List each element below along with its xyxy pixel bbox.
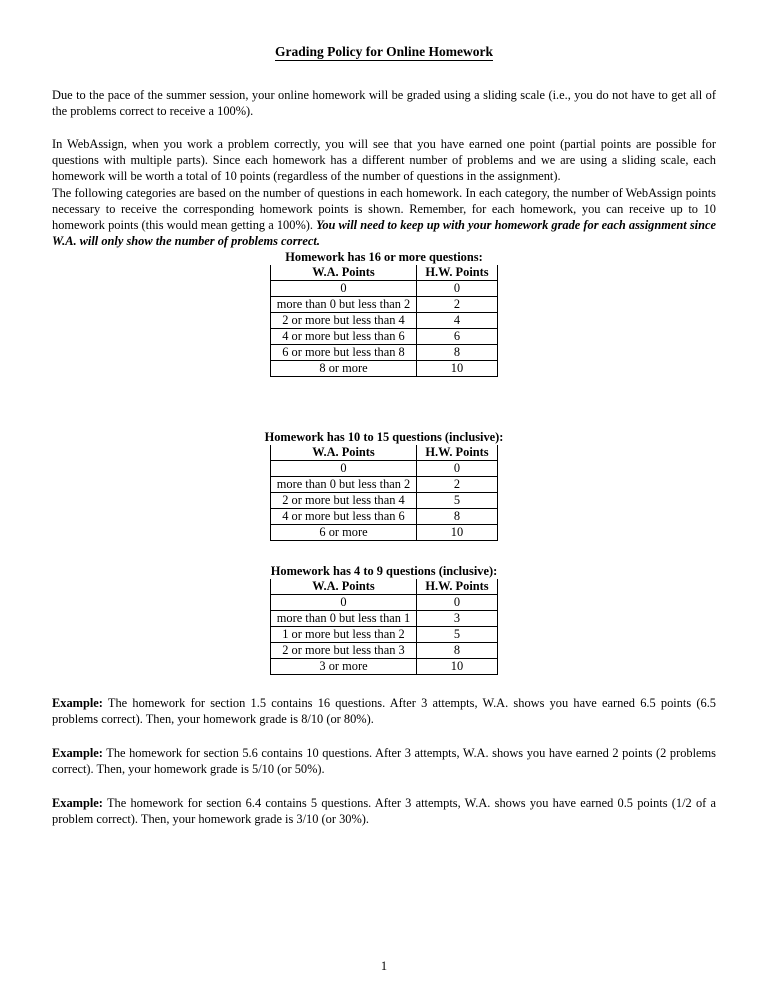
table-row: 2 or more but less than 4 4 bbox=[271, 313, 498, 329]
table-caption: Homework has 4 to 9 questions (inclusive): bbox=[270, 564, 498, 578]
table-row: 4 or more but less than 6 8 bbox=[271, 509, 498, 525]
column-header: H.W. Points bbox=[425, 579, 489, 593]
page-number: 1 bbox=[380, 959, 388, 973]
table-row: 2 or more but less than 4 5 bbox=[271, 493, 498, 509]
intro-paragraph: Due to the pace of the summer session, your online homework will be graded using a sliding scale (i.e., you do not have to get all of the problems correct to receive a 100%). bbox=[52, 88, 716, 118]
webassign-paragraph: In WebAssign, when you work a problem correctly, you will see that you have earned one point (partial points are possible for questions with multiple parts). Since each homework has a different number of problems and we are using a sliding scale, each homework will be worth a total of 10 points (regardless of the number of questions in the assignment). bbox=[52, 137, 716, 183]
example-paragraph: Example: The homework for section 6.4 contains 5 questions. After 3 attempts, W.A. shows you have earned 0.5 points (1/2 of a problem correct). Then, your homework grade is 3/10 (or 30%). bbox=[52, 796, 716, 826]
table-row: 0 0 bbox=[271, 461, 498, 477]
grading-table bbox=[270, 579, 498, 675]
table-caption: Homework has 16 or more questions: bbox=[285, 250, 483, 264]
column-header: W.A. Points bbox=[271, 265, 417, 281]
table-row: more than 0 but less than 1 3 bbox=[271, 611, 498, 627]
grading-table-block-2 bbox=[52, 429, 716, 541]
emphasis-note: You will need to keep up with your homework grade for each assignment since W.A. will only show the number of problems correct. bbox=[52, 218, 716, 248]
example-paragraph: Example: The homework for section 1.5 contains 16 questions. After 3 attempts, W.A. shows you have earned 6.5 points (6.5 problems correct). Then, your homework grade is 8/10 (or 80%). bbox=[52, 696, 717, 726]
example-label: Example: bbox=[52, 796, 103, 810]
table-row: 8 or more 10 bbox=[271, 361, 498, 377]
table-row: more than 0 but less than 2 2 bbox=[271, 297, 498, 313]
example-label: Example: bbox=[52, 696, 103, 710]
table-row: 4 or more but less than 6 6 bbox=[271, 329, 498, 345]
column-header: W.A. Points bbox=[271, 445, 417, 461]
table-row: 1 or more but less than 2 5 bbox=[271, 627, 498, 643]
grading-table-block-1 bbox=[52, 249, 716, 377]
table-row: 2 or more but less than 3 8 bbox=[271, 643, 498, 659]
table-row: 0 0 bbox=[271, 281, 498, 297]
column-header: W.A. Points bbox=[271, 579, 417, 595]
table-row: 3 or more 10 bbox=[271, 659, 498, 675]
example-label: Example: bbox=[52, 746, 103, 760]
categories-paragraph: The following categories are based on the number of questions in each homework. In each category, the number of WebAssign points necessary to receive the corresponding homework points is shown. Remember, for each homework, you can receive up to 10 homework points (this would mean getting a 100%). You will need to keep up with your homework grade for each assignment since W.A. will only show the number of problems correct. bbox=[52, 186, 716, 248]
grading-table bbox=[270, 265, 498, 377]
grading-table bbox=[270, 445, 498, 541]
table-row: 0 0 bbox=[271, 595, 498, 611]
table-caption: Homework has 10 to 15 questions (inclusive): bbox=[264, 430, 504, 444]
example-paragraph: Example: The homework for section 5.6 contains 10 questions. After 3 attempts, W.A. shows you have earned 2 points (2 problems correct). Then, your homework grade is 5/10 (or 50%). bbox=[52, 746, 716, 776]
table-row: 6 or more but less than 8 8 bbox=[271, 345, 498, 361]
table-row: 6 or more 10 bbox=[271, 525, 498, 541]
page-title: Grading Policy for Online Homework bbox=[275, 44, 493, 59]
column-header: H.W. Points bbox=[425, 445, 489, 459]
grading-table-block-3 bbox=[52, 563, 716, 675]
column-header: H.W. Points bbox=[425, 265, 489, 279]
table-row: more than 0 but less than 2 2 bbox=[271, 477, 498, 493]
